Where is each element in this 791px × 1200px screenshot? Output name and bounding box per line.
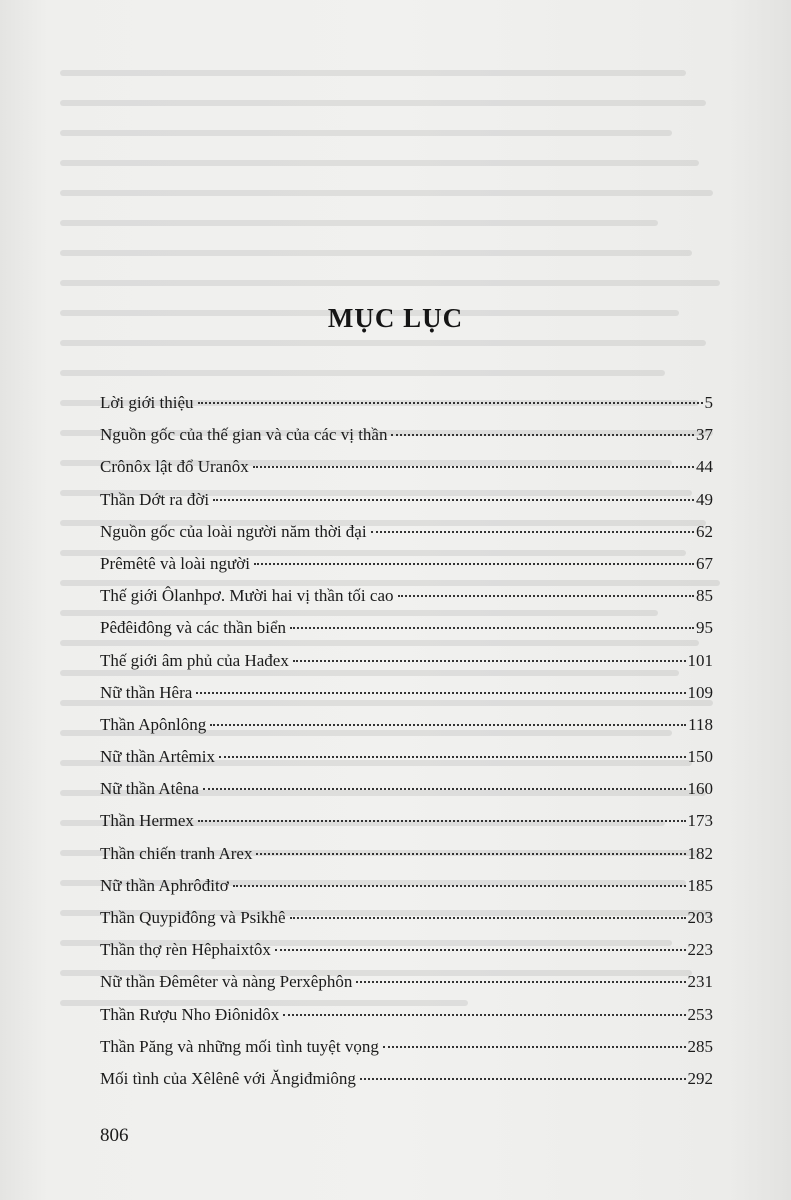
toc-entry-title: Thần Păng và những mối tình tuyệt vọng [100,1036,379,1056]
dot-leader [283,1014,685,1016]
dot-leader [275,949,686,951]
toc-entry-title: Prêmêtê và loài người [100,553,250,573]
toc-entry-title: Nữ thần Hêra [100,682,193,702]
toc-entry-page: 118 [688,714,713,734]
toc-entry-title: Nguồn gốc của thế gian và của các vị thần [100,425,388,445]
toc-entry-page: 285 [687,1036,713,1056]
dot-leader [356,981,685,983]
toc-entry[interactable] [100,521,713,553]
toc-entry-title: Thần thợ rèn Hêphaixtôx [100,940,271,960]
toc-entry[interactable] [100,810,713,842]
dot-leader [253,466,694,468]
toc-entry-page: 5 [704,393,713,412]
toc-entry-page: 182 [687,843,713,863]
toc-entry[interactable] [100,875,713,907]
toc-entry-page: 62 [696,521,713,541]
dot-leader [219,756,686,758]
toc-entry-title: Thần Dớt ra đời [100,489,210,509]
toc-entry-page: 253 [687,1004,713,1024]
dot-leader [293,660,686,662]
toc-entry-title: Nữ thần Aphrôđitơ [100,875,229,895]
dot-leader [210,724,686,726]
toc-entry-page: 292 [687,1068,713,1088]
toc-entry-page: 49 [696,489,713,509]
toc-entry[interactable] [100,746,713,778]
dot-leader [398,595,695,597]
table-of-contents [100,392,713,1100]
toc-entry-title: Thế giới Ôlanhpơ. Mười hai vị thần tối cao [100,586,394,606]
toc-entry-page: 203 [687,908,713,927]
dot-leader [233,885,686,887]
dot-leader [198,402,703,404]
dot-leader [254,563,694,565]
toc-entry-title: Pêđêiđông và các thần biển [100,618,286,638]
dot-leader [391,434,694,436]
toc-entry-page: 150 [687,747,713,767]
toc-entry[interactable] [100,456,713,488]
dot-leader [196,692,685,694]
toc-entry-title: Crônôx lật đổ Uranôx [100,457,249,477]
dot-leader [198,820,686,822]
toc-entry[interactable] [100,553,713,585]
dot-leader [290,627,694,629]
toc-entry-page: 160 [687,779,713,799]
dot-leader [203,788,686,790]
toc-entry[interactable] [100,1068,713,1100]
dot-leader [256,853,685,855]
toc-entry[interactable] [100,650,713,682]
toc-entry[interactable] [100,843,713,875]
toc-entry-page: 223 [687,940,713,960]
toc-entry[interactable] [100,1036,713,1068]
dot-leader [383,1046,686,1048]
toc-entry-title: Nữ thần Atêna [100,779,199,799]
toc-entry-title: Nguồn gốc của loài người năm thời đại [100,521,367,541]
toc-entry[interactable] [100,939,713,971]
toc-entry-title: Nữ thần Đêmêter và nàng Perxêphôn [100,972,353,992]
toc-entry-title: Thần Hermex [100,811,194,831]
toc-entry[interactable] [100,424,713,456]
toc-entry-title: Thần chiến tranh Arex [100,843,253,863]
toc-entry-page: 37 [696,425,713,445]
dot-leader [371,531,694,533]
dot-leader [213,499,694,501]
toc-entry-page: 85 [696,586,713,606]
toc-entry[interactable] [100,971,713,1003]
toc-entry[interactable] [100,714,713,746]
toc-entry-page: 231 [687,972,713,992]
toc-entry[interactable] [100,585,713,617]
toc-entry-title: Thần Apônlông [100,714,207,734]
toc-entry-page: 101 [687,650,713,670]
toc-entry-page: 67 [696,553,713,573]
toc-entry[interactable] [100,907,713,939]
toc-entry-page: 95 [696,618,713,638]
toc-entry-title: Nữ thần Artêmix [100,747,215,767]
toc-entry[interactable] [100,778,713,810]
toc-entry[interactable] [100,617,713,649]
dot-leader [360,1078,686,1080]
toc-entry-title: Thần Rượu Nho Điônidôx [100,1004,280,1024]
toc-entry-page: 109 [687,682,713,702]
toc-entry-page: 44 [696,457,713,477]
toc-entry[interactable] [100,1004,713,1036]
dot-leader [290,917,686,919]
toc-entry-title: Lời giới thiệu [100,393,194,412]
toc-entry-page: 173 [687,811,713,831]
toc-entry-title: Thế giới âm phủ của Hađex [100,650,289,670]
toc-entry[interactable] [100,682,713,714]
page-title: MỤC LỤC [327,303,464,333]
toc-entry-title: Thần Quypiđông và Psikhê [100,908,286,927]
toc-entry-title: Mối tình của Xêlênê với Ăngiđmiông [100,1068,356,1088]
page-number: 806 [100,1125,129,1146]
toc-entry-page: 185 [687,875,713,895]
toc-entry[interactable] [100,489,713,521]
toc-entry[interactable] [100,392,713,424]
